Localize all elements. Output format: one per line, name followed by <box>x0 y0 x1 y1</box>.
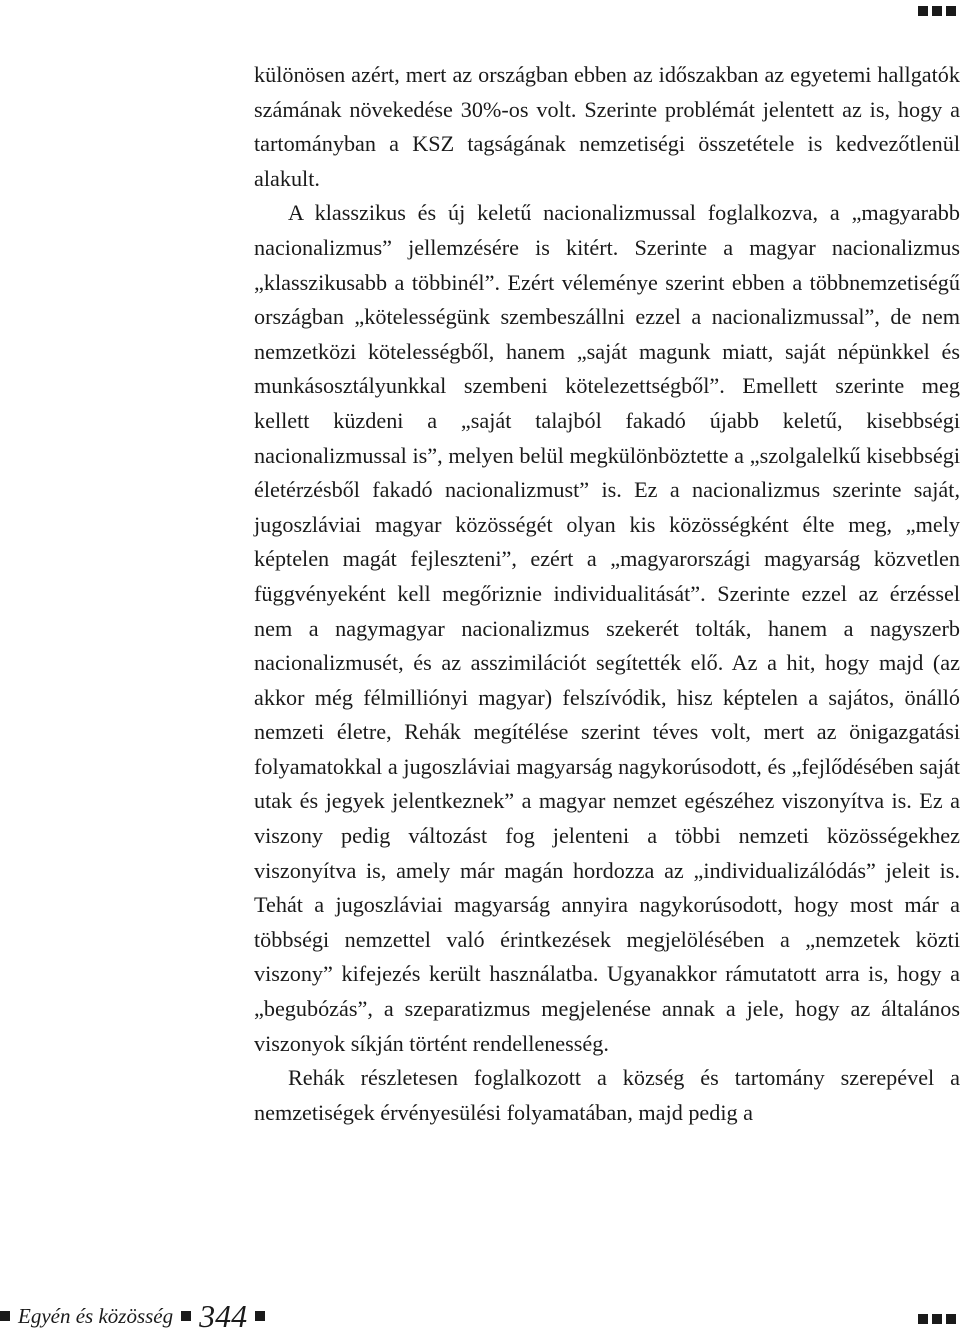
ornament-square-icon <box>918 6 928 16</box>
paragraph-2: A klasszikus és új keletű nacionalizmussal foglalkozva, a „magyarabb nacionalizmus” jellemzésére is kitért. Szerinte a magyar nacionalizmus „klasszikusabb a többinél”. Ezért véleménye szerint ebben a többnemzetiségű országban „kötelességünk szembeszállni ezzel a nacionalizmussal”, de nem nemzetközi kötelességből, hanem „saját magunk miatt, saját népünkkel és munkásosztályunkkal szembeni kötelezettségből”. Emellett szerinte meg kellett küzdeni a „saját talajból fakadó újabb keletű, kisebbségi nacionalizmussal is”, melyen belül megkülönböztette a „szolgalelkű kisebbségi életérzésből fakadó nacionalizmust” is. Ez a nacionalizmus szerinte saját, jugoszláviai magyar közösségét olyan kis közösségként élte meg, „mely képtelen magát fejleszteni”, ezért a „magyarországi magyarság közvetlen függvényeként kell megőriznie individualitását”. Szerinte ezzel az érzéssel nem a nagymagyar nacionalizmus szekerét tolták, hanem a nagyszerb nacionalizmusét, és az asszimilációt segítették elő. Az a hit, hogy majd (az akkor még félmilliónyi magyar) felszívódik, hisz képtelen a sajátos, önálló nemzeti életre, Rehák megítélése szerint téves volt, mert az önigazgatási folyamatokkal a jugoszláviai magyarság nagykorúsodott, és „fejlődésében saját utak és jegyek jelentkeznek” a magyar nemzet egészéhez viszonyítva is. Ez a viszony pedig változást fog jelenteni a többi nemzeti közösségekhez viszonyítva is, amely már magán hordozza az „individualizálódás” jeleit is. Tehát a jugoszláviai magyarság annyira nagykorúsodott, hogy most már a többségi nemzettel való érintkezések megjelölésében a „nemzetek közti viszony” kifejezés került használatba. Ugyanakkor rámutatott arra is, hogy a „begubózás”, a szeparatizmus megjelenése annak a jele, hogy az általános viszonyok síkján történt rendellenesség. <box>254 200 960 1056</box>
paragraph-1: különösen azért, mert az országban ebben az időszakban az egyetemi hallgatók számának növekedése 30%-os volt. Szerinte problémát jelentett az is, hogy a tartományban a KSZ tagságának nemzetiségi összetétele is kedvezőtlenül alakult. <box>254 62 960 191</box>
ornament-square-icon <box>932 6 942 16</box>
running-footer <box>0 1300 265 1332</box>
ornament-square-icon <box>946 1314 956 1324</box>
ornament-square-icon <box>946 6 956 16</box>
ornament-square-icon <box>918 1314 928 1324</box>
page-number: 344 <box>199 1298 248 1334</box>
footer-square-icon <box>181 1311 191 1321</box>
paragraph-3: Rehák részletesen foglalkozott a község és tartomány szerepével a nemzetiségek érvényesülési folyamatában, majd pedig a <box>254 1065 960 1125</box>
footer-square-icon <box>255 1311 265 1321</box>
top-right-ornament <box>918 6 956 16</box>
footer-title: Egyén és közösség <box>18 1303 174 1328</box>
ornament-square-icon <box>932 1314 942 1324</box>
bottom-right-ornament <box>918 1314 956 1324</box>
body-text <box>254 58 960 1130</box>
footer-square-icon <box>0 1311 10 1321</box>
